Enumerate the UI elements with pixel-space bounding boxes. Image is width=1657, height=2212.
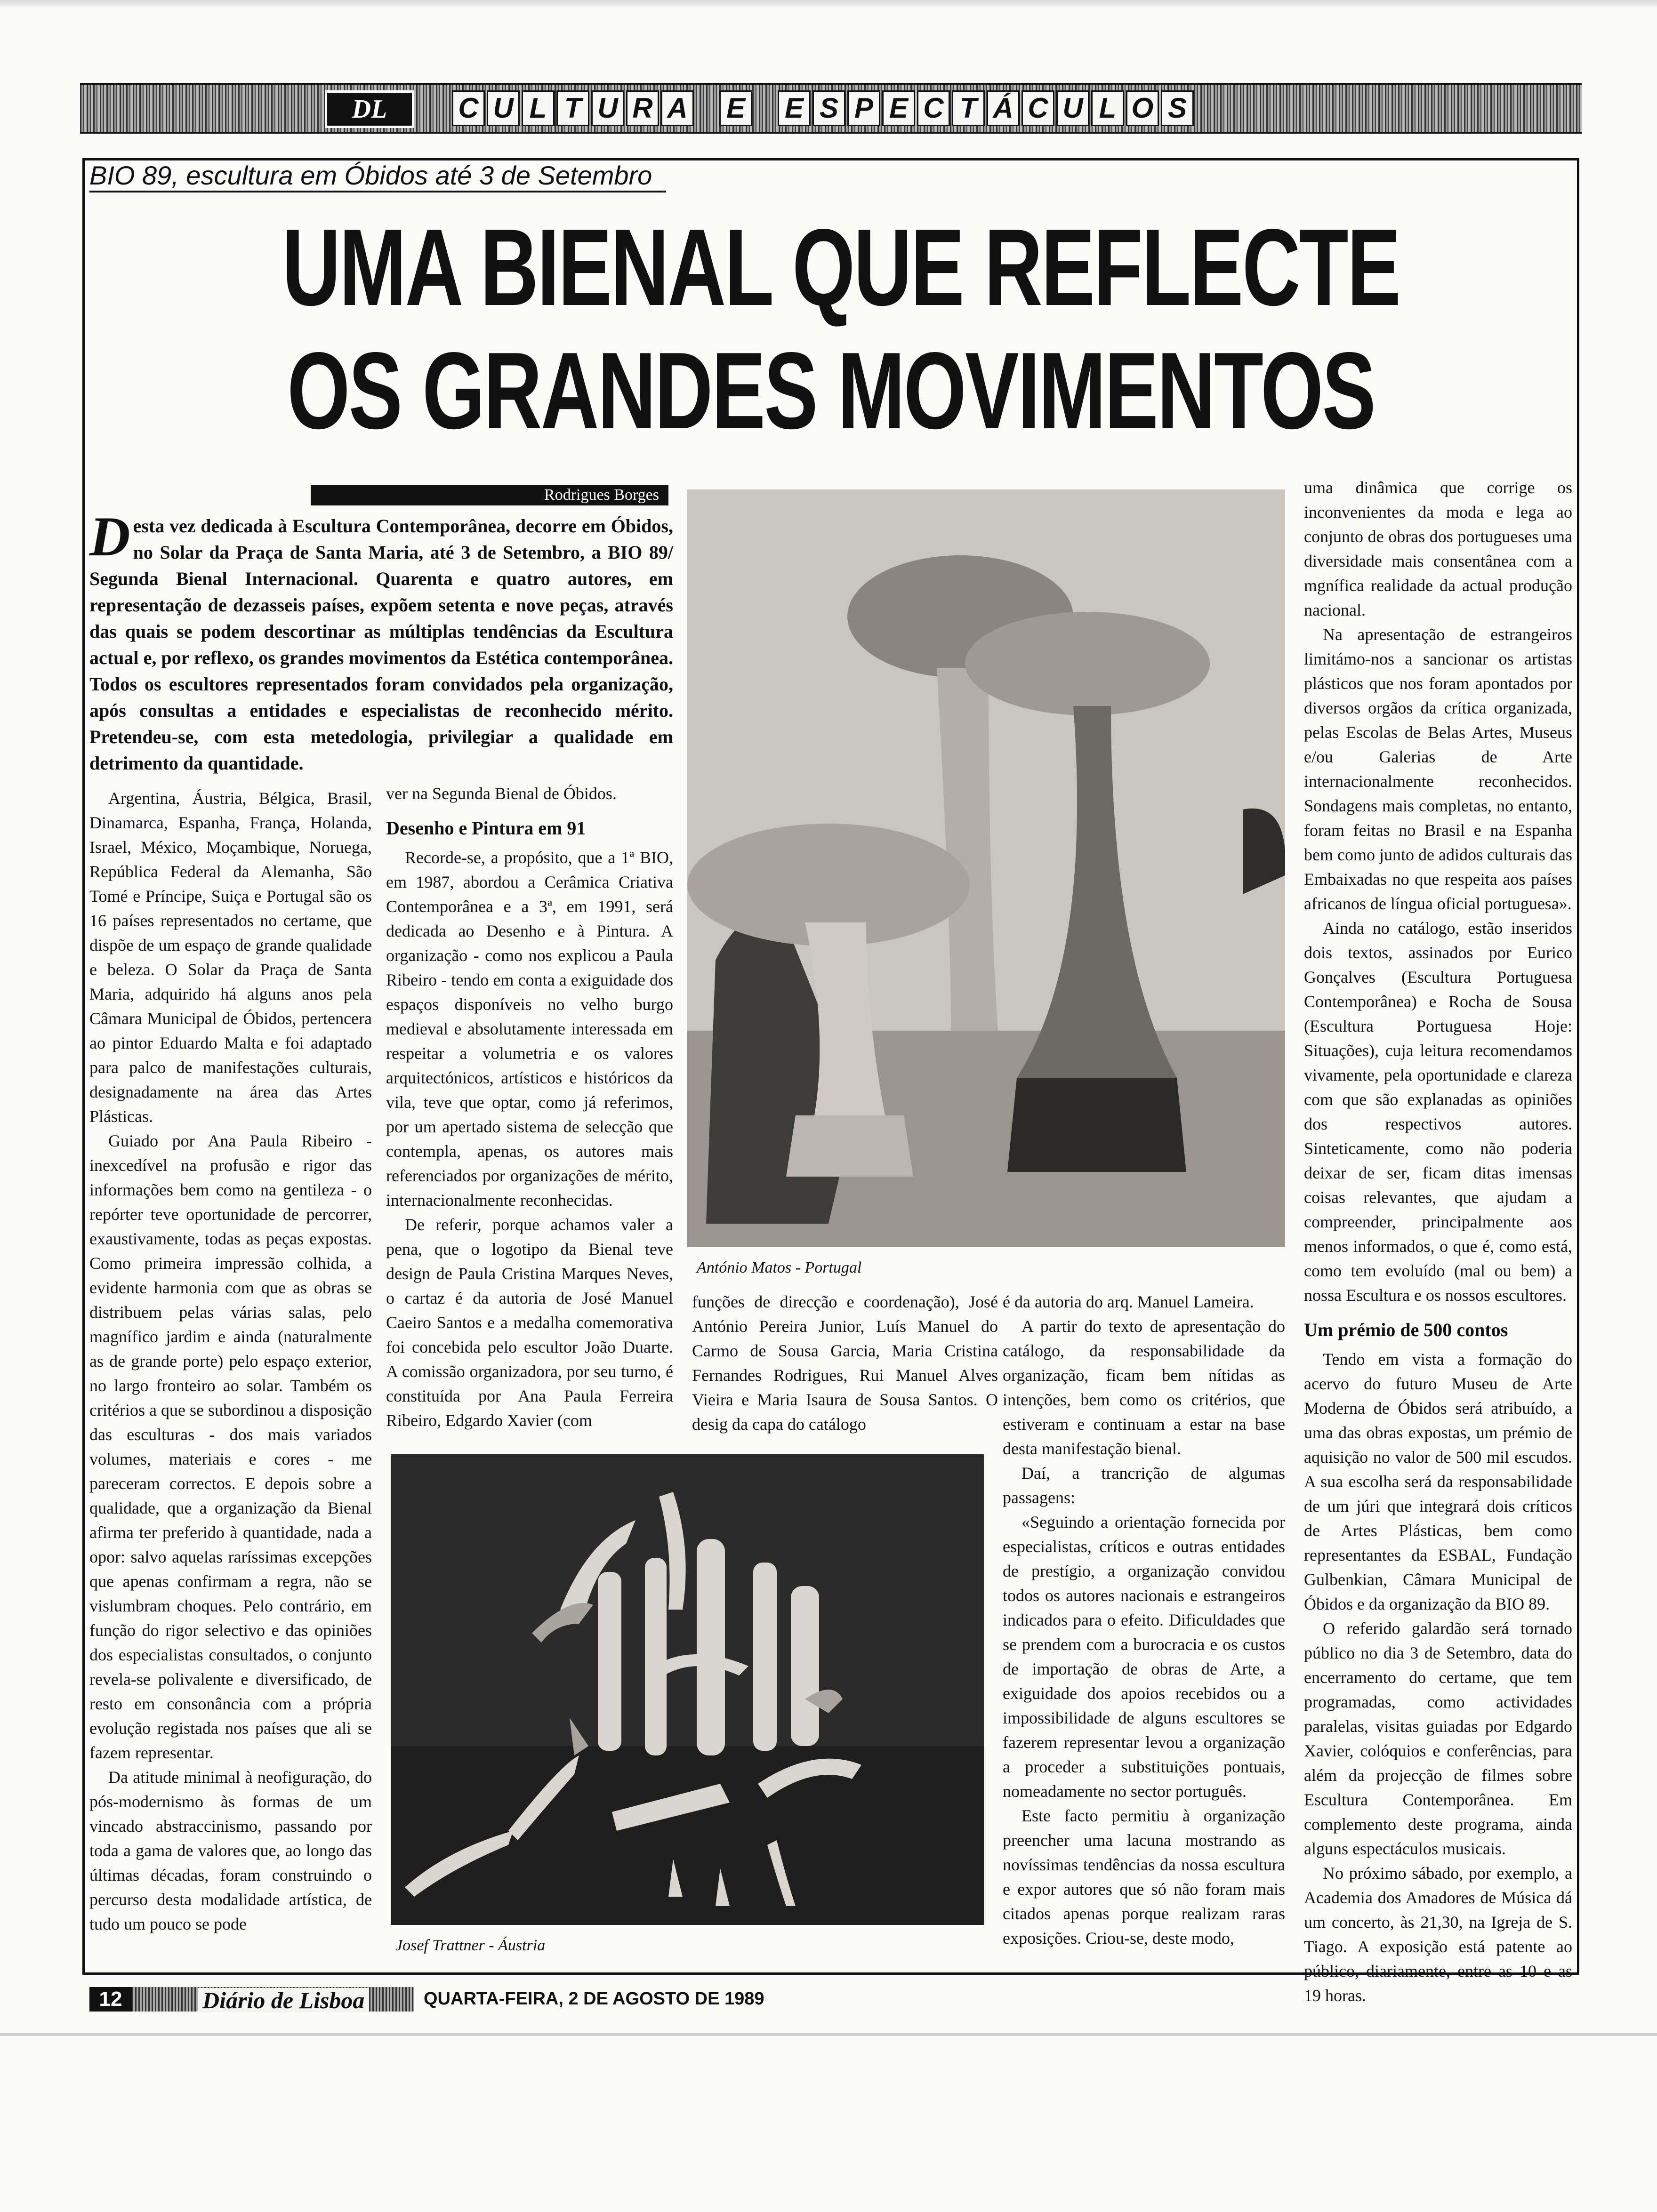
sculpture-illustration-2 xyxy=(391,1454,984,1925)
section-logo: DL xyxy=(325,90,414,128)
photo-sculpture-josef-trattner xyxy=(391,1454,984,1925)
paragraph: Na apresentação de estrangeiros limitámo-nos a sancionar os artistas plásticos que nos foram apontados por diversos orgãos da crítica organizada, pelas Escolas de Belas Artes, Museus e/ou Galerias de Arte internacionalmente reconhecidos. Sondagens mais completas, no entanto, foram feitas no Brasil e na Espanha bem como junto de adidos culturais das Embaixadas no que respeita aos países africanos de língua oficial portuguesa». xyxy=(1304,625,1572,913)
section-title-letter: T xyxy=(952,90,985,126)
paragraph: Ainda no catálogo, estão inseridos dois textos, assinados por Eurico Gonçalves (Escultura Portuguesa Contemporânea) e Rocha de Sousa (Escultura Portuguesa Hoje: Situações), cuja leitura recomendamos vivamente, pela oportunidade e clareza com que são explanadas as opiniões dos respectivos autores. Sinteticamente, como não poderia deixar de ser, ficam ditas imensas coisas relevantes, que ajudam a compreender, principalmente aos menos informados, o que é, como está, como tem evoluído (mal ou bem) a nossa Escultura e os nossos escultores. xyxy=(1304,919,1572,1305)
subheading: Um prémio de 500 contos xyxy=(1304,1319,1508,1340)
photo-caption: Josef Trattner - Áustria xyxy=(395,1937,546,1954)
drop-cap: D xyxy=(89,505,130,568)
scan-edge-bottom xyxy=(0,2033,1657,2036)
paragraph: De referir, porque achamos valer a pena, que o logotipo da Bienal teve design de Paula Cristina Marques Neves, o cartaz é da autoria de José Manuel Caeiro Santos e a medalha comemorativa foi concebida pelo escultor João Duarte. A comissão organizadora, por seu turno, é constituída por Ana Paula Ferreira Ribeiro, Edgardo Xavier (com xyxy=(386,1215,673,1430)
column-1 xyxy=(89,786,372,1936)
lead-paragraph xyxy=(89,505,673,777)
section-title-letter: A xyxy=(661,90,694,126)
scan-edge-top xyxy=(0,0,1657,7)
section-title-letter: C xyxy=(452,90,485,126)
paragraph: é da autoria do arq. Manuel Lameira. xyxy=(1003,1292,1254,1311)
lead-text: esta vez dedicada à Escultura Contemporânea, decorre em Óbidos, no Solar da Praça de Santa Maria, até 3 de Setembro, a BIO 89/ Segunda Bienal Internacional. Quarenta e quatro autores, em representação de dezasseis países, expõem setenta e nove peças, através das quais se podem descortinar as múltiplas tendências da Escultura actual e, por reflexo, os grandes movimentos da Estética contemporânea. Todos os escultores representados foram convidados pela organização, após consultas a entidades e especialistas de reconhecido mérito. Pretendeu-se, com esta metedologia, privilegiar a qualidade em detrimento da quantidade. xyxy=(89,515,673,774)
section-title-letter xyxy=(696,90,717,126)
article-headline xyxy=(282,206,1400,453)
section-title-letter: U xyxy=(1056,90,1089,126)
paragraph: O referido galardão será tornado público no dia 3 de Setembro, data do encerramento do certame, que tem programadas, como actividades paralelas, visitas guiadas por Edgardo Xavier, colóquios e conferências, para além da projecção de filmes sobre Escultura Contemporânea. Em complemento deste programa, ainda alguns espectáculos musicais. xyxy=(1304,1619,1572,1858)
section-title xyxy=(452,90,1196,125)
section-title-letter: L xyxy=(522,90,555,126)
byline: Rodrigues Borges xyxy=(311,485,668,505)
paragraph: Daí, a trancrição de algumas passagens: xyxy=(1003,1464,1285,1507)
paragraph: uma dinâmica que corrige os inconvenientes da moda e lega ao conjunto de obras dos portugueses uma diversidade mais consentânea com a mgnífica realidade da actual produção nacional. xyxy=(1304,478,1572,619)
paragraph: Argentina, Áustria, Bélgica, Brasil, Dinamarca, Espanha, França, Holanda, Israel, México, Moçambique, Noruega, República Federal da Alemanha, São Tomé e Príncipe, Suiça e Portugal são os 16 países representados no certame, que dispõe de um espaço de grande qualidade e beleza. O Solar da Praça de Santa Maria, adquirido há alguns anos pela Câmara Municipal de Óbidos, pertencera ao pintor Eduardo Malta e foi adaptado para palco de manifestações culturais, designadamente na área das Artes Plásticas. xyxy=(89,789,372,1126)
section-title-letter: P xyxy=(847,90,880,126)
section-title-letter: E xyxy=(778,90,811,126)
sculpture-illustration-1 xyxy=(687,489,1285,1247)
column-5 xyxy=(1304,475,1572,2008)
paragraph: A partir do texto de apresentação do catálogo, da responsabilidade da organização, ficam bem nítidas as intenções, bem como os critérios, que estiveram e continuam a estar na base desta manifestação bienal. xyxy=(1003,1317,1285,1458)
subheading: Desenho e Pintura em 91 xyxy=(386,817,586,839)
section-title-letter: T xyxy=(556,90,589,126)
paragraph: Tendo em vista a formação do acervo do futuro Museu de Arte Moderna de Óbidos será atribuído, a uma das obras expostas, um prémio de aquisição no valor de 500 mil escudos. A sua escolha será da responsabilidade de um júri que integrará dois críticos de Artes Plásticas, bem como representantes da ESBAL, Fundação Gulbenkian, Câmara Municipal de Óbidos e da organização da BIO 89. xyxy=(1304,1350,1572,1613)
section-title-letter: R xyxy=(626,90,659,126)
section-title-letter: L xyxy=(1091,90,1124,126)
column-4 xyxy=(1003,1290,1285,1950)
section-title-letter: S xyxy=(812,90,845,126)
section-title-letter: C xyxy=(917,90,950,126)
paragraph: funções de direcção e coordenação), José António Pereira Junior, Luís Manuel do Carmo de Sousa Garcia, Maria Cristina Fernandes Rodrigues, Rui Manuel Alves Vieira e Maria Isaura de Sousa Santos. O desig da capa do catálogo xyxy=(692,1292,998,1434)
section-title-letter: E xyxy=(882,90,915,126)
article-kicker: BIO 89, escultura em Óbidos até 3 de Setembro xyxy=(89,160,666,192)
page-number: 12 xyxy=(89,1987,132,2012)
paragraph: ver na Segunda Bienal de Óbidos. xyxy=(386,784,617,803)
column-2 xyxy=(386,781,673,1433)
paragraph: «Seguindo a orientação fornecida por especialistas, críticos e outras entidades de prestígio, a organização convidou todos os autores nacionais e estrangeiros indicados para o efeito. Dificuldades que se prendem com a burocracia e os custos de importação de obras de Arte, a exiguidade dos apoios recebidos ou a impossibilidade de alguns escultores se fazerem representar levou a organização a proceder a substituições pontuais, nomeadamente no sector português. xyxy=(1003,1513,1285,1801)
section-title-letter: E xyxy=(719,90,752,126)
section-title-letter: S xyxy=(1161,90,1194,126)
section-title-letter: C xyxy=(1022,90,1054,126)
section-title-letter: O xyxy=(1126,90,1159,126)
section-title-letter: Á xyxy=(987,90,1020,126)
headline-line-1: UMA BIENAL QUE REFLECTE xyxy=(282,207,1400,329)
paragraph: Este facto permitiu à organização preencher uma lacuna mostrando as novíssimas tendências da nossa escultura e expor autores que só não foram mais citados apenas porque realizam raras exposições. Criou-se, deste modo, xyxy=(1003,1806,1285,1948)
column-3 xyxy=(692,1290,998,1436)
photo-sculpture-antonio-matos xyxy=(687,489,1285,1247)
photo-caption: António Matos - Portugal xyxy=(697,1259,862,1276)
section-title-letter xyxy=(754,90,776,126)
paragraph: No próximo sábado, por exemplo, a Academia dos Amadores de Música dá um concerto, às 21,30, na Igreja de S. Tiago. A exposição está patente ao público, diariamente, entre as 10 e as 19 horas. xyxy=(1304,1864,1572,2005)
paragraph: Recorde-se, a propósito, que a 1ª BIO, em 1987, abordou a Cerâmica Criativa Contemporânea e a 3ª, em 1991, será dedicada ao Desenho e à Pintura. A organização - como nos explicou a Paula Ribeiro - tendo em conta a exiguidade dos espaços disponíveis no velho burgo medieval e absolutamente interessada em respeitar a volumetria e os valores arquitectónicos, artísticos e históricos da vila, teve que optar, como já referimos, por um apertado sistema de selecção que contempla, apenas, os autores mais referenciados por organizações de mérito, internacionalmente reconhecidas. xyxy=(386,848,673,1210)
headline-line-2: OS GRANDES MOVIMENTOS xyxy=(287,330,1375,452)
publication-date: QUARTA-FEIRA, 2 DE AGOSTO DE 1989 xyxy=(424,1989,764,2009)
paragraph: Da atitude minimal à neofiguração, do pós-modernismo às formas de um vincado abstraccinismo, passando por toda a gama de valores que, ao longo das últimas décadas, foram construindo o percurso desta modalidade artística, de tudo um pouco se pode xyxy=(89,1768,372,1933)
section-title-letter: U xyxy=(487,90,520,126)
section-title-letter: U xyxy=(591,90,624,126)
paragraph: Guiado por Ana Paula Ribeiro - inexcedível na profusão e rigor das informações bem como na gentileza - o repórter teve oportunidade de percorrer, exaustivamente, todas as peças expostas. Como primeira impressão colhida, a evidente harmonia com que as obras se distribuem pelas várias salas, pelo magnífico jardim e ainda (naturalmente as de grande porte) pelo espaço exterior, no largo fronteiro ao solar. Também os critérios a que se subordinou a disposição das esculturas - dos mais variados volumes, materiais e cores - me pareceram correctos. E depois sobre a qualidade, que a organização da Bienal afirma ter preferido à quantidade, nada a opor: salvo aquelas raríssimas excepções que apenas confirmam a regra, não se vislumbram choques. Pelo contrário, em função do rigor selectivo e das opiniões dos especialistas consultados, o conjunto revela-se polivalente e diversificado, de resto em consonância com a própria evolução registada nos países que ali se fazem representar. xyxy=(89,1131,372,1762)
publication-name: Diário de Lisboa xyxy=(198,1988,369,2012)
